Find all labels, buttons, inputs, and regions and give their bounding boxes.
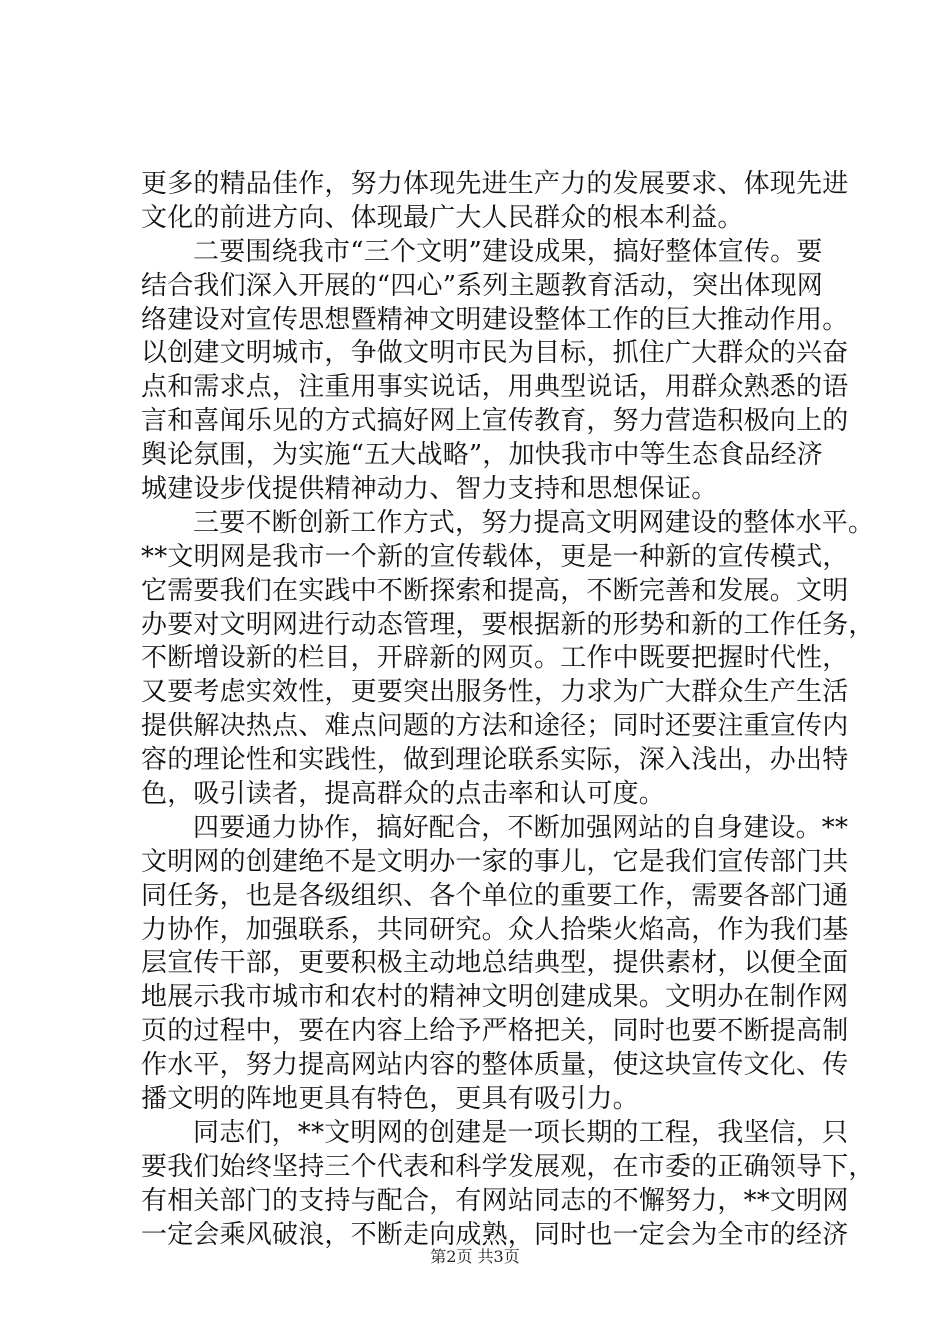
text-line: 色，吸引读者，提高群众的点击率和认可度。: [141, 779, 666, 810]
document-body: [141, 168, 875, 1253]
text-line: 作水平，努力提高网站内容的整体质量，使这块宣传文化、传: [141, 1050, 849, 1081]
text-line: 同任务，也是各级组织、各个单位的重要工作，需要各部门通: [141, 880, 849, 911]
text-line: 播文明的阵地更具有特色，更具有吸引力。: [141, 1084, 639, 1115]
text-line: 同志们，**文明网的创建是一项长期的工程，我坚信，只: [193, 1117, 849, 1148]
text-line: 页的过程中，要在内容上给予严格把关，同时也要不断提高制: [141, 1016, 849, 1047]
text-line: **文明网是我市一个新的宣传载体，更是一种新的宣传模式，: [141, 541, 849, 572]
text-line: 层宣传干部，更要积极主动地总结典型，提供素材，以便全面: [141, 948, 849, 979]
text-line: 络建设对宣传思想暨精神文明建设整体工作的巨大推动作用。: [141, 304, 849, 335]
text-line: 力协作，加强联系，共同研究。众人拾柴火焰高，作为我们基: [141, 914, 849, 945]
text-line: 办要对文明网进行动态管理，要根据新的形势和新的工作任务，: [141, 609, 875, 640]
text-line: 城建设步伐提供精神动力、智力支持和思想保证。: [141, 474, 718, 505]
text-line: 言和喜闻乐见的方式搞好网上宣传教育，努力营造积极向上的: [141, 406, 849, 437]
text-line: 以创建文明城市，争做文明市民为目标，抓住广大群众的兴奋: [141, 338, 849, 369]
text-line: 提供解决热点、难点问题的方法和途径；同时还要注重宣传内: [141, 711, 849, 742]
text-line: 舆论氛围，为实施“五大战略”，加快我市中等生态食品经济: [141, 440, 823, 471]
text-line: 容的理论性和实践性，做到理论联系实际，深入浅出，办出特: [141, 745, 849, 776]
page-number-footer: 第2页 共3页: [430, 1247, 520, 1266]
text-line: 文化的前进方向、体现最广大人民群众的根本利益。: [141, 202, 744, 233]
text-line: 它需要我们在实践中不断探索和提高，不断完善和发展。文明: [141, 575, 849, 606]
text-line: 点和需求点，注重用事实说话，用典型说话，用群众熟悉的语: [141, 372, 849, 403]
text-line: 三要不断创新工作方式，努力提高文明网建设的整体水平。: [193, 507, 875, 538]
text-line: 文明网的创建绝不是文明办一家的事儿，它是我们宣传部门共: [141, 846, 849, 877]
text-line: 四要通力协作，搞好配合，不断加强网站的自身建设。**: [193, 812, 849, 843]
text-line: 有相关部门的支持与配合，有网站同志的不懈努力，**文明网: [141, 1185, 849, 1216]
text-line: 一定会乘风破浪，不断走向成熟，同时也一定会为全市的经济: [141, 1219, 849, 1250]
text-line: 又要考虑实效性，更要突出服务性，力求为广大群众生产生活: [141, 677, 849, 708]
text-line: 二要围绕我市“三个文明”建设成果，搞好整体宣传。要: [193, 236, 823, 267]
text-line: 更多的精品佳作，努力体现先进生产力的发展要求、体现先进: [141, 169, 849, 199]
text-line: 地展示我市城市和农村的精神文明创建成果。文明办在制作网: [141, 982, 849, 1013]
text-line: 要我们始终坚持三个代表和科学发展观，在市委的正确领导下，: [141, 1151, 875, 1182]
text-line: 结合我们深入开展的“四心”系列主题教育活动，突出体现网: [141, 270, 823, 301]
text-line: 不断增设新的栏目，开辟新的网页。工作中既要把握时代性，: [141, 643, 849, 674]
